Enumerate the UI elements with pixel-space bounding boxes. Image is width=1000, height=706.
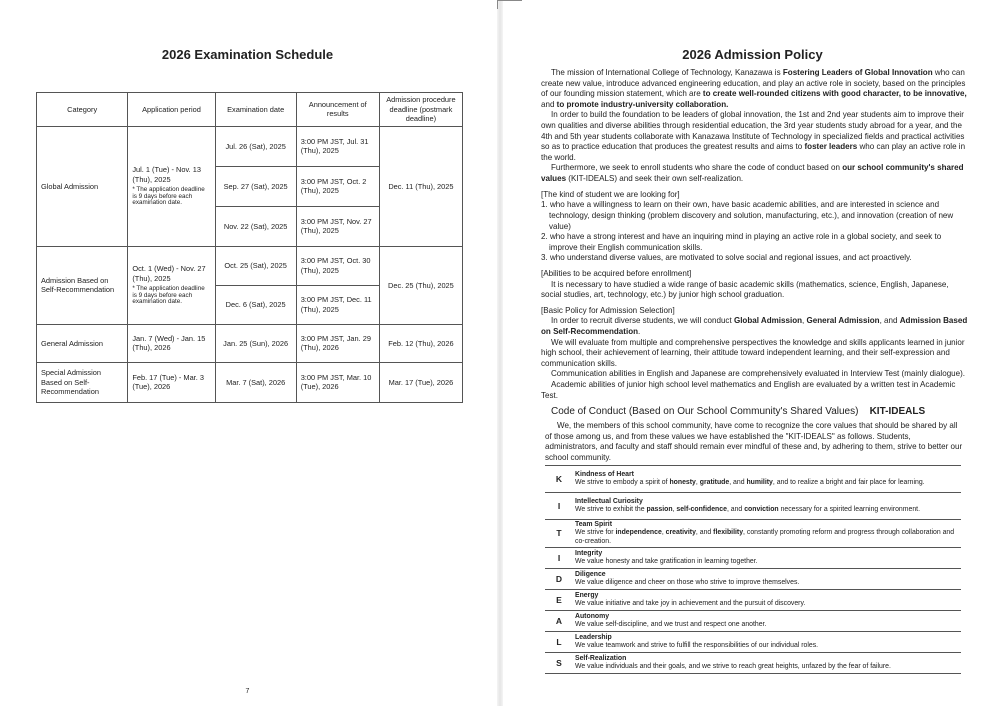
text-span: In order to recruit diverse students, we will conduct [551, 316, 734, 326]
bold-span: to promote industry-university collaboration. [556, 99, 729, 109]
bold-span: foster leaders [804, 142, 858, 152]
value-description [573, 652, 961, 673]
right-page [505, 0, 1000, 706]
bold-span: our school community's shared values [541, 163, 964, 184]
text-span: necessary for a spirited learning environment. [778, 506, 920, 513]
exam-date: Oct. 25 (Sat), 2025 [215, 246, 296, 285]
deadline-global: Dec. 11 (Thu), 2025 [379, 126, 462, 246]
deadline-general: Feb. 12 (Thu), 2026 [379, 324, 462, 362]
value-name: Team Spirit [575, 521, 613, 528]
kit-ideals-tag: KIT-IDEALS [869, 406, 926, 417]
kind-heading: [The kind of student we are looking for] [541, 189, 680, 199]
bold-span: Admission Based on Self-Recommendation [541, 316, 968, 337]
mission-paragraph [541, 68, 969, 110]
results-date: 3:00 PM JST, Oct. 2 (Thu), 2025 [296, 166, 379, 206]
period-special: Feb. 17 (Tue) - Mar. 3 (Tue), 2026 [128, 362, 215, 402]
value-name: Autonomy [575, 612, 610, 620]
value-name: Integrity [575, 549, 603, 557]
text-span: In order to build the foundation to be leaders of global innovation, the 1st and 2nd year students aim to improve their own qualities and diverse abilities through residential education, the 3rd year students study abroad for a year, and the 4th and 5th year students collaborate with Kanazawa Institute of Technology in specialized fields and practical activities so as to practice education that produces the greatest results and aims to [541, 110, 965, 152]
deadline-self-recommendation: Dec. 25 (Thu), 2025 [379, 246, 462, 324]
kind-item: 1. who have a willingness to learn on their own, have basic academic abilities, and are interested in science and technology, design thinking (problem discovery and solution, manufacturing, etc.), and innovation (creation of new value) [541, 200, 954, 231]
text-span: . [638, 327, 641, 337]
value-letter: K [545, 466, 573, 493]
results-date: 3:00 PM JST, Jul. 31 (Thu), 2025 [296, 126, 379, 166]
value-name: Diligence [575, 570, 606, 578]
code-of-conduct-intro: We, the members of this school community, have come to recognize the core values that should be shared by all of those among us, and from these values we have established the "KIT-IDEALS" as follows. Students, administrators, and faculty and staff should remain ever mindful of these and, by adhering to them, strive to better our school community. [545, 421, 963, 462]
exam-date: Jul. 26 (Sat), 2025 [215, 126, 296, 166]
bold-span: to create well-rounded citizens with good character, to be innovative, [702, 89, 967, 99]
foundation-paragraph [541, 110, 969, 163]
text-span: Furthermore, we seek to enroll students who share the code of conduct based on [551, 163, 843, 173]
exam-date: Nov. 22 (Sat), 2025 [215, 206, 296, 246]
text-span: We value diligence and cheer on those who strive to improve themselves. [575, 578, 800, 586]
text-span: (KIT-IDEALS) and seek their own self-realization. [566, 174, 744, 184]
text-span: , [802, 316, 807, 326]
header-announcement: Announcement of results [296, 93, 379, 127]
value-letter: I [545, 547, 573, 568]
exam-date: Jan. 25 (Sun), 2026 [215, 324, 296, 362]
bold-span: gratitude [699, 479, 730, 486]
results-date: 3:00 PM JST, Dec. 11 (Thu), 2025 [296, 285, 379, 324]
bold-span: Global Admission [733, 316, 803, 326]
text-span: , and [695, 529, 714, 537]
text-span: We value teamwork and strive to fulfill the responsibilities of our individual roles. [575, 641, 819, 649]
text-span: , constantly promoting reform and progress through collaboration and co-creation. [575, 529, 955, 545]
text-span: We value self-discipline, and we trust and respect one another. [575, 620, 767, 628]
kind-item: 2. who have a strong interest and have an inquiring mind in playing an active role in a global society, and seek to improve their English communication skills. [541, 232, 942, 252]
value-letter: S [545, 652, 573, 673]
text-span: who can play an active role in the world. [541, 142, 966, 162]
text-span: We value initiative and take joy in achievement and the pursuit of discovery. [575, 599, 806, 607]
text-span: We strive for [575, 529, 616, 537]
basic-policy-heading: [Basic Policy for Admission Selection] [541, 305, 675, 315]
value-letter: D [545, 568, 573, 589]
value-name: Leadership [575, 633, 612, 641]
table-row [545, 652, 961, 673]
header-examination-date: Examination date [215, 93, 296, 127]
table-row [545, 493, 961, 520]
value-description [573, 589, 961, 610]
value-letter: A [545, 610, 573, 631]
bold-span: creativity [665, 529, 696, 537]
table-row [545, 466, 961, 493]
application-note: * The application deadline is 9 days before each examination date. [132, 284, 205, 306]
value-description [573, 520, 961, 548]
bold-span: conviction [744, 506, 779, 513]
table-header-row [37, 93, 463, 127]
value-letter: I [545, 493, 573, 520]
text-span: , [672, 506, 677, 513]
application-note: * The application deadline is 9 days before each examination date. [132, 185, 205, 207]
value-letter: T [545, 520, 573, 548]
basic-policy-paragraph: We will evaluate from multiple and comprehensive perspectives the knowledge and skills applicants learned in junior high school, their achievement of learning, their attitude toward independent learning, and their self-expression and communication skills. [541, 337, 965, 368]
results-date: 3:00 PM JST, Mar. 10 (Tue), 2026 [296, 362, 379, 402]
text-span: , [661, 529, 666, 537]
bold-span: Fostering Leaders of Global Innovation [782, 68, 933, 77]
policy-body [541, 68, 969, 401]
value-description [573, 466, 961, 493]
text-span: We strive to exhibit the [575, 506, 647, 513]
abilities-heading: [Abilities to be acquired before enrollment] [541, 268, 692, 278]
header-procedure-deadline: Admission procedure deadline (postmark deadline) [379, 93, 462, 127]
book-gutter [497, 0, 503, 706]
schedule-table [36, 92, 463, 403]
header-application-period: Application period [128, 93, 215, 127]
text-span: , and [726, 506, 745, 513]
basic-policy-paragraph: Academic abilities of junior high school level mathematics and English are evaluated by a written test in Academic Test. [541, 380, 956, 400]
results-date: 3:00 PM JST, Nov. 27 (Thu), 2025 [296, 206, 379, 246]
bold-span: humility [746, 479, 773, 486]
text-span: , [695, 479, 700, 486]
value-description [573, 547, 961, 568]
table-row [545, 547, 961, 568]
value-description [573, 493, 961, 520]
exam-date: Dec. 6 (Sat), 2025 [215, 285, 296, 324]
text-span: Code of Conduct (Based on Our School Community's Shared Values) [551, 406, 859, 417]
category-self-recommendation: Admission Based on Self-Recommendation [37, 246, 128, 324]
kit-ideals-table [545, 465, 961, 674]
period-self-recommendation [128, 246, 215, 324]
text-span: , and [879, 316, 900, 326]
policy-title: 2026 Admission Policy [682, 47, 823, 62]
text-span: , and [729, 479, 747, 486]
bold-span: General Admission [806, 316, 880, 326]
table-row [545, 568, 961, 589]
value-name: Kindness of Heart [575, 470, 634, 478]
period-text: Jul. 1 (Tue) - Nov. 13 (Thu), 2025 [132, 165, 201, 184]
table-row [545, 610, 961, 631]
category-global: Global Admission [37, 126, 128, 246]
code-of-conduct-title [551, 406, 971, 417]
text-span: , and to realize a bright and fair place for learning. [772, 479, 925, 486]
table-row [545, 589, 961, 610]
basic-policy-paragraph: Communication abilities in English and Japanese are comprehensively evaluated in Interview Test (mainly dialogue). [551, 369, 966, 379]
left-page [0, 0, 495, 706]
table-row [37, 126, 463, 166]
table-row [545, 631, 961, 652]
deadline-special: Mar. 17 (Tue), 2026 [379, 362, 462, 402]
category-general: General Admission [37, 324, 128, 362]
value-name: Intellectual Curiosity [575, 497, 643, 505]
value-description [573, 631, 961, 652]
text-span: and [541, 99, 557, 109]
value-name: Self-Realization [575, 654, 627, 662]
header-category: Category [37, 93, 128, 127]
category-special: Special Admission Based on Self-Recommendation [37, 362, 128, 402]
bold-span: passion [646, 506, 673, 513]
period-text: Oct. 1 (Wed) - Nov. 27 (Thu), 2025 [132, 264, 206, 283]
value-name: Energy [575, 591, 599, 599]
table-row [37, 362, 463, 402]
value-description [573, 568, 961, 589]
bold-span: self-confidence [676, 506, 727, 513]
results-date: 3:00 PM JST, Jan. 29 (Thu), 2026 [296, 324, 379, 362]
schedule-title: 2026 Examination Schedule [161, 47, 334, 62]
period-global [128, 126, 215, 246]
text-span: We value individuals and their goals, and we strive to reach great heights, unfazed by the fear of failure. [575, 662, 891, 670]
exam-date: Sep. 27 (Sat), 2025 [215, 166, 296, 206]
table-row [37, 324, 463, 362]
value-letter: L [545, 631, 573, 652]
value-description [573, 610, 961, 631]
bold-span: independence [615, 529, 662, 537]
page-number: 7 [245, 688, 250, 695]
table-row [545, 520, 961, 548]
results-date: 3:00 PM JST, Oct. 30 (Thu), 2025 [296, 246, 379, 285]
enroll-paragraph [541, 163, 969, 184]
period-general: Jan. 7 (Wed) - Jan. 15 (Thu), 2026 [128, 324, 215, 362]
kind-item: 3. who understand diverse values, are motivated to solve social and regional issues, and act proactively. [541, 253, 912, 263]
text-span: The mission of International College of Technology, Kanazawa is [551, 68, 783, 77]
table-row [37, 246, 463, 285]
basic-policy-paragraph [541, 316, 969, 337]
bold-span: flexibility [713, 529, 744, 537]
exam-date: Mar. 7 (Sat), 2026 [215, 362, 296, 402]
text-span: who can create new value, introduce advanced engineering education, and play an active role in society, based on the principles of our founding mission statement, which are [541, 68, 966, 99]
value-letter: E [545, 589, 573, 610]
abilities-text: It is necessary to have studied a wide range of basic academic skills (mathematics, science, English, Japanese, social studies, art, technology, etc.) by junior high school graduation. [541, 279, 949, 300]
text-span: We strive to embody a spirit of [575, 479, 670, 486]
text-span: We value honesty and take gratification in learning together. [575, 557, 758, 565]
bold-span: honesty [669, 479, 696, 486]
